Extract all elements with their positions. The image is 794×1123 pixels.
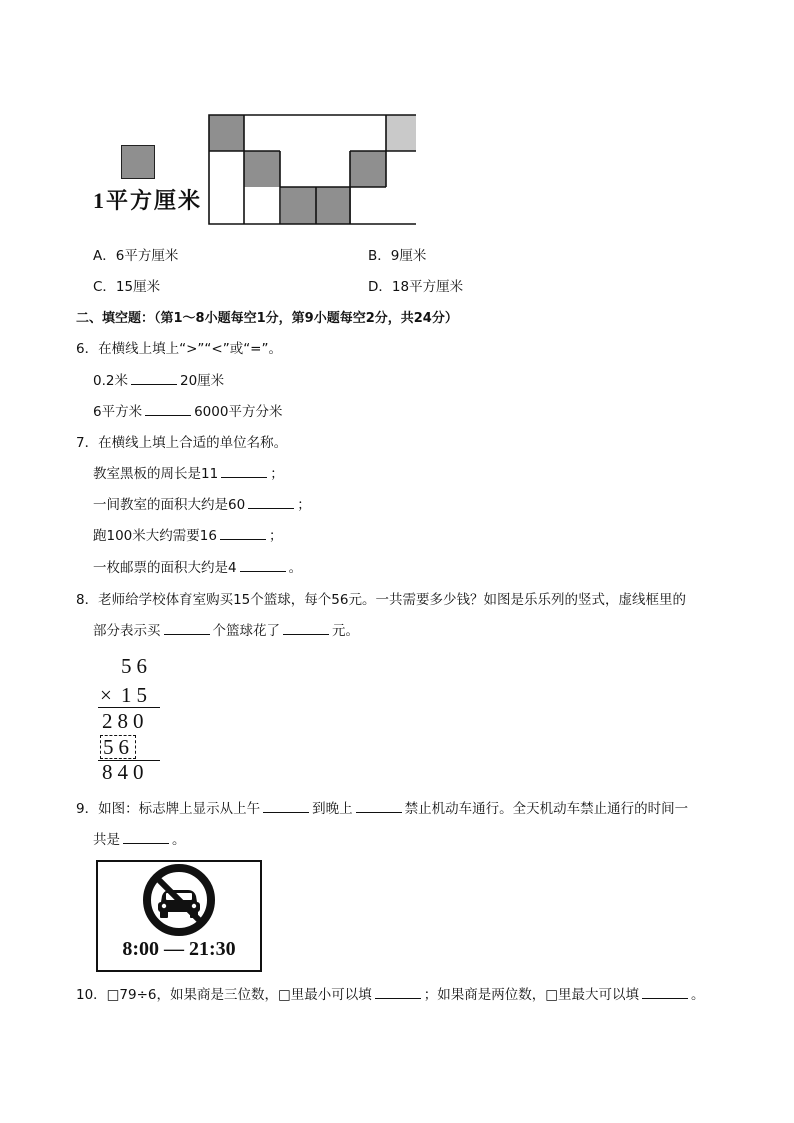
sign-time-range: 8:00 — 21:30 — [122, 938, 236, 960]
q7-line-1 — [93, 465, 284, 483]
q9-stem-a: 9．如图：标志牌上显示从上午 — [76, 801, 261, 817]
section-heading — [76, 310, 458, 328]
answer-blank[interactable] — [356, 800, 402, 813]
answer-blank[interactable] — [283, 622, 329, 635]
q9-line-2 — [93, 831, 186, 849]
q6-line2-left: 6平方米 — [93, 404, 143, 420]
calc-row-1: 56 — [121, 654, 152, 678]
q7-line-3 — [93, 527, 282, 545]
q9-stem — [76, 800, 688, 818]
q7-line-2 — [93, 496, 311, 514]
traffic-sign — [96, 860, 262, 972]
option-d: D．18平方厘米 — [368, 279, 464, 295]
q6-line-1 — [93, 372, 224, 390]
q7-line3-end: ； — [268, 528, 283, 544]
q8-line2-a: 部分表示买 — [93, 623, 161, 639]
answer-blank[interactable] — [123, 831, 169, 844]
q10-text-b: ；如果商是两位数，□里最大可以填 — [423, 987, 640, 1003]
answer-blank[interactable] — [220, 527, 266, 540]
grid-shaded-cell — [386, 115, 416, 151]
q10-text-a: 10．□79÷6，如果商是三位数，□里最小可以填 — [76, 987, 372, 1003]
section-note: （第1～8小题每空1分，第9小题每空2分，共24分） — [154, 311, 458, 326]
grid-shaded-cell — [350, 151, 386, 187]
grid-figure — [208, 114, 418, 228]
section-title: 二、填空题： — [76, 311, 155, 326]
option-c: C．15厘米 — [93, 279, 161, 295]
q6-line1-right: 20厘米 — [179, 373, 225, 389]
answer-blank[interactable] — [164, 622, 210, 635]
q6-line1-left: 0.2米 — [93, 373, 128, 389]
q8-stem: 8．老师给学校体育室购买15个篮球，每个56元。一共需要多少钱？如图是乐乐列的竖式，虚线框里的 — [76, 592, 686, 608]
calc-row-5: 840 — [102, 760, 149, 784]
option-a: A．6平方厘米 — [93, 248, 179, 264]
q9-stem-b: 到晚上 — [312, 801, 353, 817]
calc-multiply-sign: × — [100, 683, 114, 707]
q6-stem: 6．在横线上填上“>”“<”或“=”。 — [76, 341, 282, 357]
q7-line1-end: ； — [270, 466, 284, 482]
q8-line-2 — [93, 622, 359, 640]
q10-text — [76, 986, 705, 1004]
calc-row-4: 56 — [103, 735, 134, 759]
grid-shaded-cell — [316, 187, 351, 224]
answer-blank[interactable] — [131, 372, 177, 385]
q7-line3-text: 跑100米大约需要16 — [93, 528, 217, 544]
answer-blank[interactable] — [375, 986, 421, 999]
answer-blank[interactable] — [221, 465, 267, 478]
q9-line2-b: 。 — [172, 832, 186, 848]
q7-stem: 7．在横线上填上合适的单位名称。 — [76, 435, 288, 451]
q7-line4-end: 。 — [288, 560, 303, 576]
option-b: B．9厘米 — [368, 248, 427, 264]
q8-line2-c: 元。 — [332, 623, 359, 639]
calc-row-3: 280 — [102, 709, 149, 733]
answer-blank[interactable] — [248, 496, 294, 509]
grid-shaded-cell — [209, 115, 244, 151]
q7-line2-end: ； — [297, 497, 311, 513]
q8-line2-b: 个篮球花了 — [212, 623, 280, 639]
no-motor-vehicle-icon — [98, 862, 260, 942]
q6-line2-right: 6000平方分米 — [194, 404, 283, 420]
q7-line4-text: 一枚邮票的面积大约是4 — [93, 560, 237, 576]
calc-row-2: 15 — [121, 683, 152, 707]
grid-shaded-cell — [281, 187, 316, 224]
grid-shaded-cell — [244, 151, 280, 187]
unit-square — [121, 145, 155, 179]
q7-line2-text: 一间教室的面积大约是60 — [93, 497, 246, 513]
answer-blank[interactable] — [145, 403, 191, 416]
q7-line-4 — [93, 559, 302, 577]
unit-square-label: 1平方厘米 — [93, 188, 203, 213]
q6-line-2 — [93, 403, 282, 421]
answer-blank[interactable] — [263, 800, 309, 813]
calc-rule-1 — [98, 707, 160, 708]
q10-text-c: 。 — [691, 987, 705, 1003]
answer-blank[interactable] — [642, 986, 688, 999]
q9-line2-a: 共是 — [93, 832, 120, 848]
answer-blank[interactable] — [240, 559, 286, 572]
q9-stem-c: 禁止机动车通行。全天机动车禁止通行的时间一 — [404, 801, 689, 817]
q7-line1-text: 教室黑板的周长是11 — [93, 466, 219, 482]
